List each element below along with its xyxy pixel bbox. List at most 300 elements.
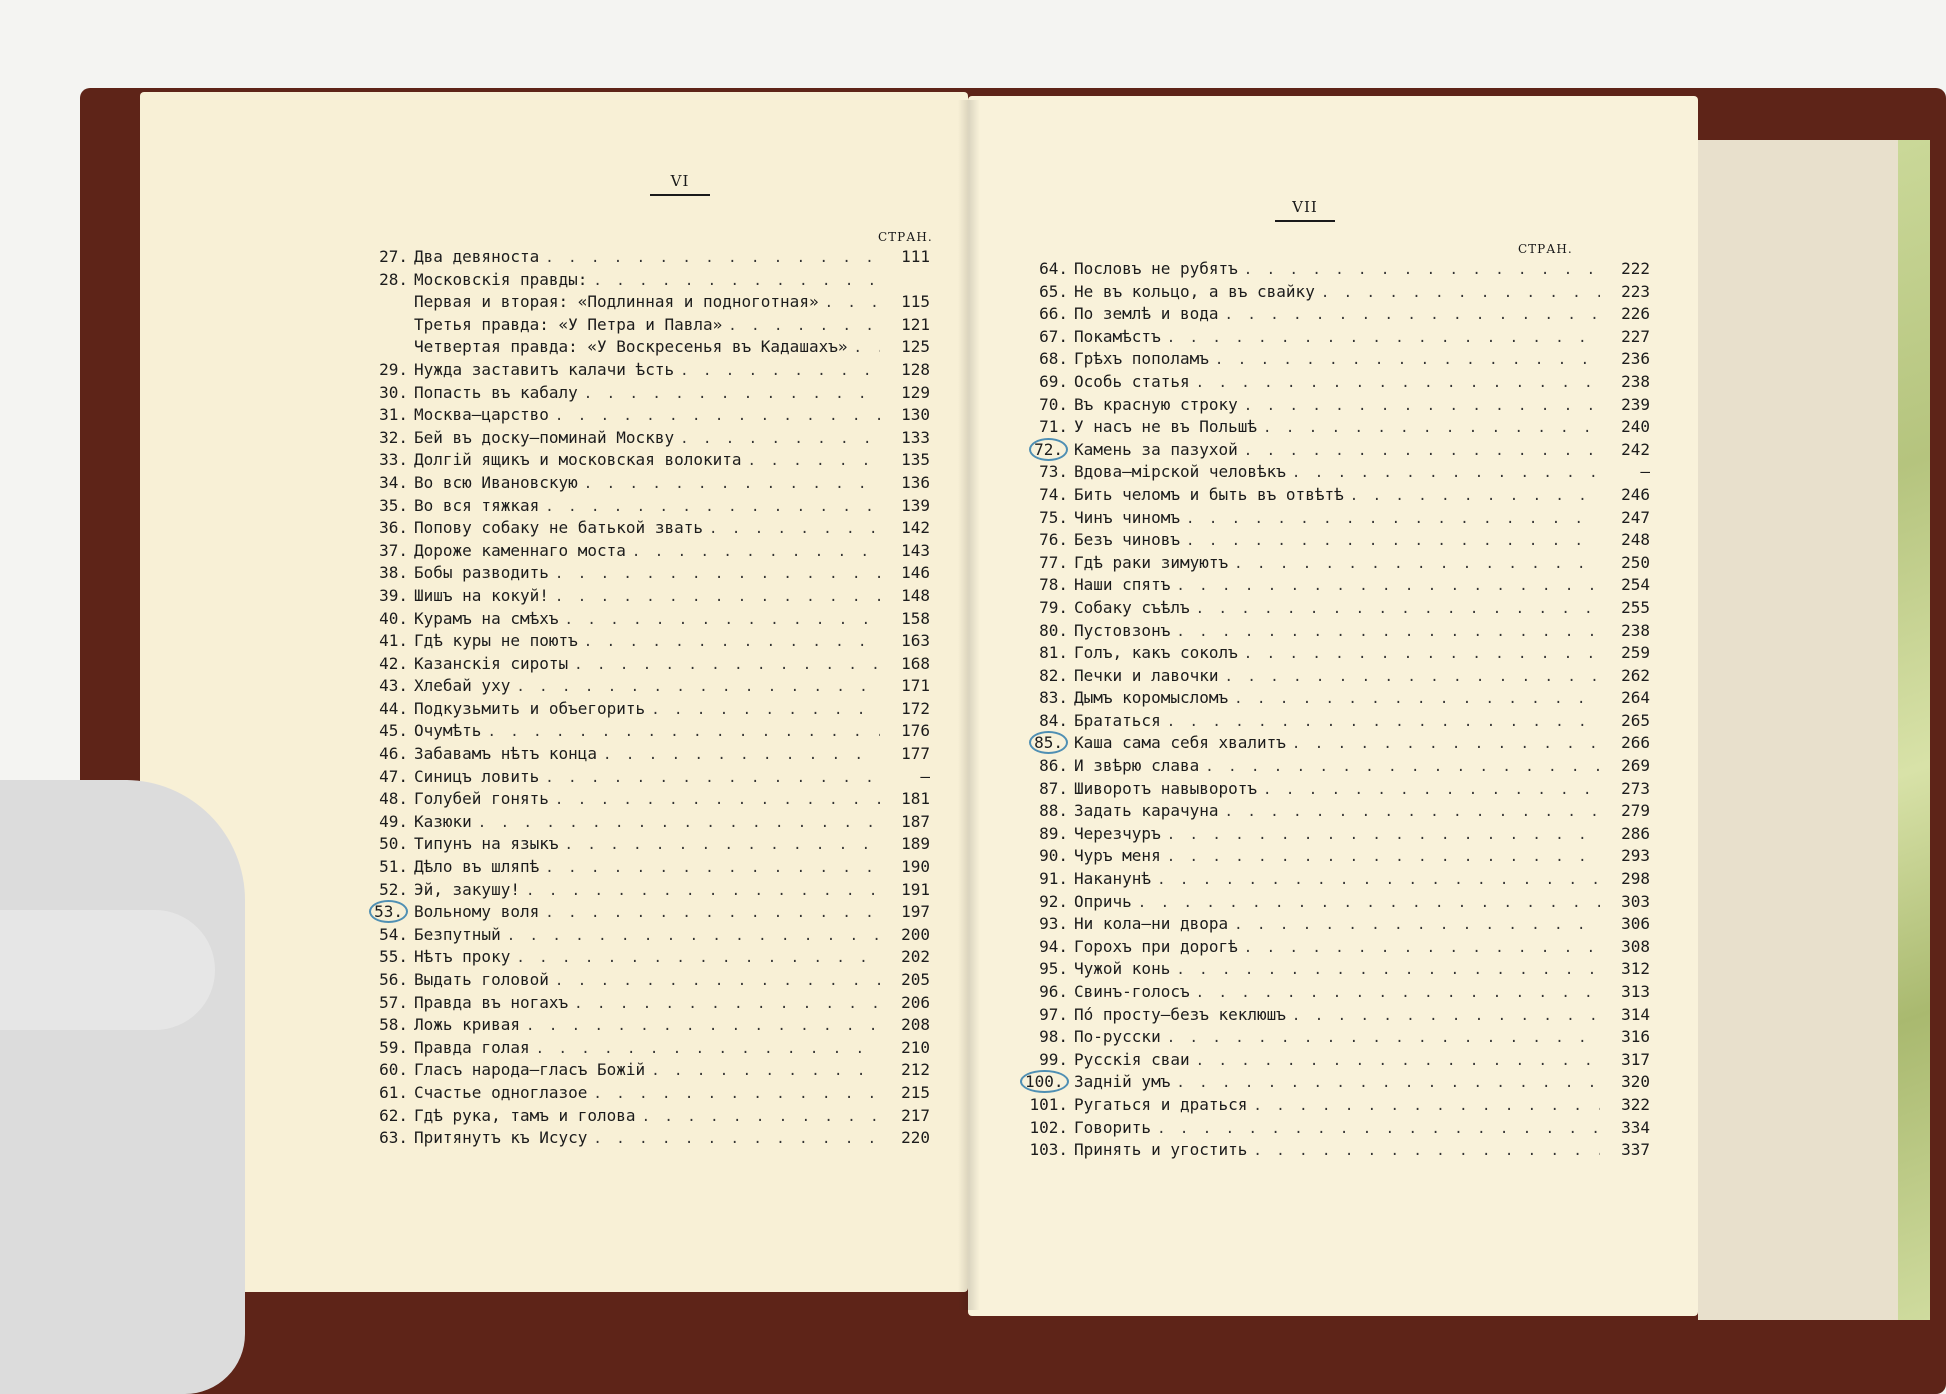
toc-entry-title: Гдѣ раки зимуютъ [1074,552,1229,572]
toc-entry-number: 36. [379,518,408,538]
toc-leader-dots [1292,462,1600,485]
toc-right [1020,258,1650,1162]
toc-entry [1020,1049,1650,1072]
toc-entry-number: 101. [1029,1094,1068,1114]
toc-entry [1020,1139,1650,1162]
toc-entry-title: Ложь кривая [414,1015,520,1035]
toc-leader-dots [651,699,880,722]
toc-leader-dots [1234,553,1600,576]
toc-entry-page: — [1640,462,1650,482]
toc-entry-number: 87. [1039,778,1068,798]
toc-entry-page: 236 [1621,349,1650,369]
toc-leader-dots [1215,349,1600,372]
toc-entry [360,720,930,743]
toc-leader-dots [1196,982,1600,1005]
folio-right: VII [1275,198,1335,222]
toc-entry-page: 115 [901,292,930,312]
toc-left [360,246,930,1150]
toc-leader-dots [651,1060,880,1083]
toc-entry-title: Шишъ на кокуй! [414,585,549,605]
toc-leader-dots [709,518,880,541]
toc-entry [360,336,930,359]
toc-entry-number: 78. [1039,575,1068,595]
toc-leader-dots [555,789,880,812]
toc-entry-page: 128 [901,359,930,379]
toc-leader-dots [545,496,880,519]
toc-leader-dots [507,925,880,948]
toc-entry-title: Вдова—мірской человѣкъ [1074,462,1286,482]
toc-entry-page: 202 [901,947,930,967]
toc-entry-number: 77. [1039,552,1068,572]
toc-entry-title: Голубей гонять [414,789,549,809]
toc-leader-dots [1167,846,1600,869]
toc-leader-dots [1263,779,1600,802]
toc-entry-number: 45. [379,721,408,741]
toc-entry-page: 215 [901,1082,930,1102]
toc-entry-number: 32. [379,427,408,447]
toc-entry [1020,845,1650,868]
toc-entry [1020,642,1650,665]
toc-leader-dots [593,1128,880,1151]
toc-entry-page: 111 [901,247,930,266]
toc-entry-number: 96. [1039,982,1068,1001]
toc-entry [1020,484,1650,507]
toc-leader-dots [1186,530,1600,553]
toc-leader-dots [565,609,881,632]
toc-leader-dots [1186,508,1600,531]
toc-entry [1020,439,1650,462]
toc-entry [1020,303,1650,326]
toc-entry [1020,507,1650,530]
toc-entry-title: Голъ, какъ соколъ [1074,643,1238,663]
toc-entry-title: Безъ чиновъ [1074,530,1180,550]
toc-entry [360,1127,930,1150]
toc-entry-page: 136 [901,472,930,492]
page-edges [1698,140,1898,1320]
toc-leader-dots [603,744,880,767]
toc-leader-dots [1225,666,1601,689]
toc-leader-dots [632,541,880,564]
toc-leader-dots [1292,1005,1600,1028]
toc-entry [1020,574,1650,597]
toc-entry [360,472,930,495]
toc-entry-number: 41. [379,631,408,651]
toc-entry-page: 238 [1621,371,1650,391]
toc-entry-page: 279 [1621,801,1650,821]
toc-entry-title: Горохъ при дорогѣ [1074,936,1238,956]
toc-entry [360,404,930,427]
toc-entry-number: 81. [1039,643,1068,663]
toc-leader-dots [593,1083,880,1106]
toc-entry [1020,348,1650,371]
toc-entry-number: 103. [1029,1140,1068,1160]
toc-leader-dots [1253,1140,1600,1163]
toc-entry-page: 334 [1621,1117,1650,1137]
toc-entry [360,675,930,698]
toc-entry-title: Хлебай уху [414,676,511,696]
toc-entry-page: 222 [1621,259,1650,278]
toc-leader-dots [1244,643,1600,666]
toc-entry-page: 168 [901,653,930,673]
toc-entry-number: 60. [379,1060,408,1080]
toc-entry-number: 62. [379,1105,408,1125]
toc-entry-number: 89. [1039,823,1068,843]
toc-entry-page: 242 [1621,439,1650,459]
toc-entry-title: Бобы разводить [414,563,549,583]
toc-entry-title: Опричь [1074,891,1132,911]
toc-leader-dots [1176,1072,1600,1095]
book-gutter [958,100,980,1310]
toc-entry-page: 121 [901,314,930,334]
toc-entry [1020,552,1650,575]
toc-entry [1020,958,1650,981]
toc-entry [1020,687,1650,710]
toc-entry-page: 125 [901,337,930,357]
toc-entry-page: 320 [1621,1072,1650,1092]
toc-entry-number: 53. [360,901,414,924]
toc-entry-title: Дороже каменнаго моста [414,540,626,560]
toc-entry-number: 59. [379,1037,408,1057]
toc-entry-title: Шиворотъ навыворотъ [1074,778,1258,798]
toc-leader-dots [1225,304,1601,327]
toc-entry-title: Во всю Ивановскую [414,472,578,492]
toc-entry-title: Попасть въ кабалу [414,382,578,402]
toc-entry-page: 181 [901,789,930,809]
toc-entry-number: 37. [379,540,408,560]
toc-entry-title: Печки и лавочки [1074,665,1219,685]
toc-entry-title: Правда въ ногахъ [414,992,569,1012]
toc-entry-title: Гласъ народа—гласъ Божій [414,1060,646,1080]
toc-leader-dots [1244,440,1600,463]
toc-entry-page: 197 [901,902,930,922]
toc-entry-page: 206 [901,992,930,1012]
toc-entry-title: Русскія сваи [1074,1049,1190,1069]
toc-leader-dots [1292,733,1600,756]
toc-leader-dots [1253,1095,1600,1118]
toc-entry-page: 286 [1621,823,1650,843]
toc-entry [360,879,930,902]
toc-entry-page: 306 [1621,914,1650,934]
toc-entry-title: Не въ кольцо, а въ свайку [1074,281,1315,301]
toc-entry-number: 28. [379,269,408,289]
toc-entry-title: Счастье одноглазое [414,1082,588,1102]
toc-entry [1020,597,1650,620]
toc-entry-number: 58. [379,1015,408,1035]
toc-entry-number: 40. [379,608,408,628]
toc-entry-number: 27. [379,247,408,266]
toc-entry-title: Говорить [1074,1117,1152,1137]
toc-entry [1020,1004,1650,1027]
toc-leader-dots [1205,756,1600,779]
toc-leader-dots [1350,485,1600,508]
toc-entry-title: Безпутный [414,924,501,944]
toc-entry-title: Москва—царство [414,405,549,425]
toc-entry [1020,1026,1650,1049]
toc-entry-number: 99. [1039,1049,1068,1069]
toc-entry [1020,891,1650,914]
toc-leader-dots [1225,801,1601,824]
toc-entry-title: Пустовзонъ [1074,620,1171,640]
toc-entry [360,946,930,969]
toc-leader-dots [516,676,880,699]
toc-entry [1020,800,1650,823]
toc-leader-dots [555,586,880,609]
toc-entry-number: 92. [1039,891,1068,911]
toc-leader-dots [478,812,880,835]
toc-entry-title: Каша сама себя хвалитъ [1074,733,1286,753]
toc-entry [360,291,930,314]
toc-leader-dots [1244,395,1600,418]
toc-entry-page: 148 [901,585,930,605]
toc-leader-dots [545,247,880,270]
toc-entry [360,630,930,653]
toc-entry [360,246,930,269]
toc-entry-title: Принять и угостить [1074,1140,1248,1160]
toc-leader-dots [1167,824,1600,847]
toc-entry-page: 240 [1621,417,1650,437]
toc-entry-number: 30. [379,382,408,402]
toc-entry-page: 220 [901,1128,930,1148]
toc-entry-page: 208 [901,1015,930,1035]
toc-leader-dots [1176,959,1600,982]
toc-entry-title: У насъ не въ Польшѣ [1074,417,1258,437]
toc-entry-number: 83. [1039,688,1068,708]
toc-entry [360,562,930,585]
toc-entry-page: 210 [901,1037,930,1057]
toc-leader-dots [1176,575,1600,598]
toc-leader-dots [1234,688,1600,711]
toc-entry-title: Брататься [1074,710,1161,730]
toc-entry [360,653,930,676]
toc-entry-title: Очумѣть [414,721,482,741]
toc-entry [1020,394,1650,417]
toc-entry-title: Чужой конь [1074,959,1171,979]
toc-leader-dots [1196,598,1600,621]
toc-leader-dots [1244,937,1600,960]
toc-entry-number: 39. [379,585,408,605]
toc-entry-page: 143 [901,540,930,560]
toc-entry-title: Первая и вторая: «Подлинная и подноготная» [414,292,819,312]
toc-entry-number: 79. [1039,597,1068,617]
toc-entry [1020,258,1650,281]
toc-entry-title: Эй, закушу! [414,879,520,899]
toc-leader-dots [748,450,880,473]
toc-entry-page: 171 [901,676,930,696]
toc-entry-number: 80. [1039,620,1068,640]
toc-entry-page: 322 [1621,1094,1650,1114]
toc-entry-number: 46. [379,744,408,764]
toc-entry-page: 293 [1621,846,1650,866]
toc-entry-title: И звѣрю слава [1074,756,1200,776]
toc-entry [360,901,930,924]
toc-entry [360,449,930,472]
toc-entry [360,608,930,631]
toc-entry-number: 95. [1039,959,1068,979]
toc-entry-page: 273 [1621,778,1650,798]
toc-entry-number: 50. [379,834,408,854]
toc-entry-number: 31. [379,405,408,425]
toc-entry-title: Покамѣстъ [1074,326,1161,346]
toc-entry-page: 212 [901,1060,930,1080]
toc-entry-page: 200 [901,924,930,944]
toc-entry-number: 88. [1039,801,1068,821]
toc-leader-dots [1167,1027,1600,1050]
toc-entry-page: 189 [901,834,930,854]
toc-entry-page: 238 [1621,620,1650,640]
toc-leader-dots [728,315,880,338]
toc-entry-title: Пословъ не рубятъ [1074,259,1238,278]
toc-entry-number: 97. [1039,1004,1068,1024]
toc-leader-dots [555,563,880,586]
toc-entry-page: 246 [1621,484,1650,504]
toc-entry-page: 259 [1621,643,1650,663]
toc-entry-page: 163 [901,631,930,651]
toc-leader-dots [584,383,880,406]
toc-entry-title: Грѣхъ пополамъ [1074,349,1209,369]
toc-entry-page: 146 [901,563,930,583]
toc-entry-number: 65. [1039,281,1068,301]
toc-entry-title: Задній умъ [1074,1072,1171,1092]
toc-entry-number: 51. [379,857,408,877]
toc-entry-number: 54. [379,924,408,944]
toc-entry-number: 42. [379,653,408,673]
toc-leader-dots [574,654,880,677]
toc-entry [1020,416,1650,439]
toc-entry [360,517,930,540]
folio-left: VI [650,172,710,196]
toc-entry-page: 176 [901,721,930,741]
toc-entry [1020,755,1650,778]
toc-entry [360,992,930,1015]
toc-entry-title: По-русски [1074,1027,1161,1047]
toc-leader-dots [593,270,880,293]
toc-entry-number: 75. [1039,507,1068,527]
toc-entry [1020,981,1650,1004]
toc-entry-number: 64. [1039,259,1068,278]
toc-entry-page: 187 [901,811,930,831]
toc-entry [360,359,930,382]
toc-entry-page: 227 [1621,326,1650,346]
toc-leader-dots [642,1106,880,1129]
toc-entry-title: Нѣтъ проку [414,947,511,967]
toc-entry-page: 135 [901,450,930,470]
gloved-hand [0,780,245,1394]
toc-entry-page: — [920,766,930,786]
toc-entry-page: 317 [1621,1049,1650,1069]
toc-entry-number: 56. [379,970,408,989]
toc-entry [1020,823,1650,846]
toc-entry-page: 248 [1621,530,1650,550]
toc-entry-title: Камень за пазухой [1074,439,1238,459]
toc-entry-title: Задать карачуна [1074,801,1219,821]
toc-entry-page: 205 [901,970,930,989]
toc-entry-number: 76. [1039,530,1068,550]
toc-entry-title: Гдѣ куры не поютъ [414,631,578,651]
toc-entry-page: 308 [1621,936,1650,956]
toc-entry-number: 48. [379,789,408,809]
toc-entry-title: Особь статья [1074,371,1190,391]
toc-entry-page: 172 [901,698,930,718]
toc-entry-number: 57. [379,992,408,1012]
toc-entry-title: По́ просту—безъ кеклюшъ [1074,1004,1286,1024]
toc-entry-page: 223 [1621,281,1650,301]
toc-leader-dots [1321,282,1600,305]
toc-entry [360,833,930,856]
toc-entry-title: Вольному воля [414,902,540,922]
toc-entry-number: 69. [1039,371,1068,391]
toc-leader-dots [1196,1050,1600,1073]
toc-entry-title: Чуръ меня [1074,846,1161,866]
toc-leader-dots [1196,372,1600,395]
toc-entry-title: Подкузьмить и объегорить [414,698,646,718]
toc-leader-dots [536,1038,880,1061]
toc-entry-title: Казанскія сироты [414,653,569,673]
toc-entry [1020,778,1650,801]
toc-entry-title: Забавамъ нѣтъ конца [414,744,598,764]
toc-entry-title: Типунъ на языкъ [414,834,559,854]
toc-entry-number: 100. [1020,1071,1074,1094]
toc-entry [1020,710,1650,733]
toc-leader-dots [526,1015,880,1038]
toc-leader-dots [555,970,880,993]
toc-entry-title: Ни кола—ни двора [1074,914,1229,934]
toc-entry [360,766,930,789]
toc-entry-number: 29. [379,359,408,379]
toc-entry-page: 314 [1621,1004,1650,1024]
toc-entry-title: Наши спятъ [1074,575,1171,595]
toc-entry [360,924,930,947]
toc-entry [360,314,930,337]
toc-entry-number: 68. [1039,349,1068,369]
toc-entry-number: 63. [379,1128,408,1148]
toc-entry [360,382,930,405]
toc-entry [1020,461,1650,484]
toc-leader-dots [853,337,880,360]
toc-entry-number: 67. [1039,326,1068,346]
toc-entry [360,1037,930,1060]
toc-leader-dots [1244,259,1600,282]
gloved-finger [0,910,215,1030]
toc-entry [360,427,930,450]
toc-entry-number: 94. [1039,936,1068,956]
toc-entry-page: 191 [901,879,930,899]
toc-leader-dots [584,631,880,654]
toc-entry-page: 255 [1621,597,1650,617]
toc-entry-title: Наканунѣ [1074,869,1152,889]
toc-entry [360,743,930,766]
toc-entry [1020,1094,1650,1117]
toc-entry-page: 254 [1621,575,1650,595]
toc-entry [1020,281,1650,304]
toc-entry-number: 84. [1039,710,1068,730]
toc-entry-number: 90. [1039,846,1068,866]
toc-entry [360,1082,930,1105]
toc-entry-page: 158 [901,608,930,628]
toc-leader-dots [1157,1118,1600,1141]
toc-entry-title: Дымъ коромысломъ [1074,688,1229,708]
toc-entry-number: 61. [379,1082,408,1102]
toc-entry [360,495,930,518]
toc-entry-page: 239 [1621,394,1650,414]
column-header-right: СТРАН. [1518,242,1573,256]
toc-entry-number: 91. [1039,869,1068,889]
toc-entry-page: 266 [1621,733,1650,753]
toc-entry [1020,620,1650,643]
toc-entry-title: Выдать головой [414,970,549,989]
toc-leader-dots [487,721,880,744]
toc-entry-page: 190 [901,857,930,877]
toc-entry-number: 38. [379,563,408,583]
